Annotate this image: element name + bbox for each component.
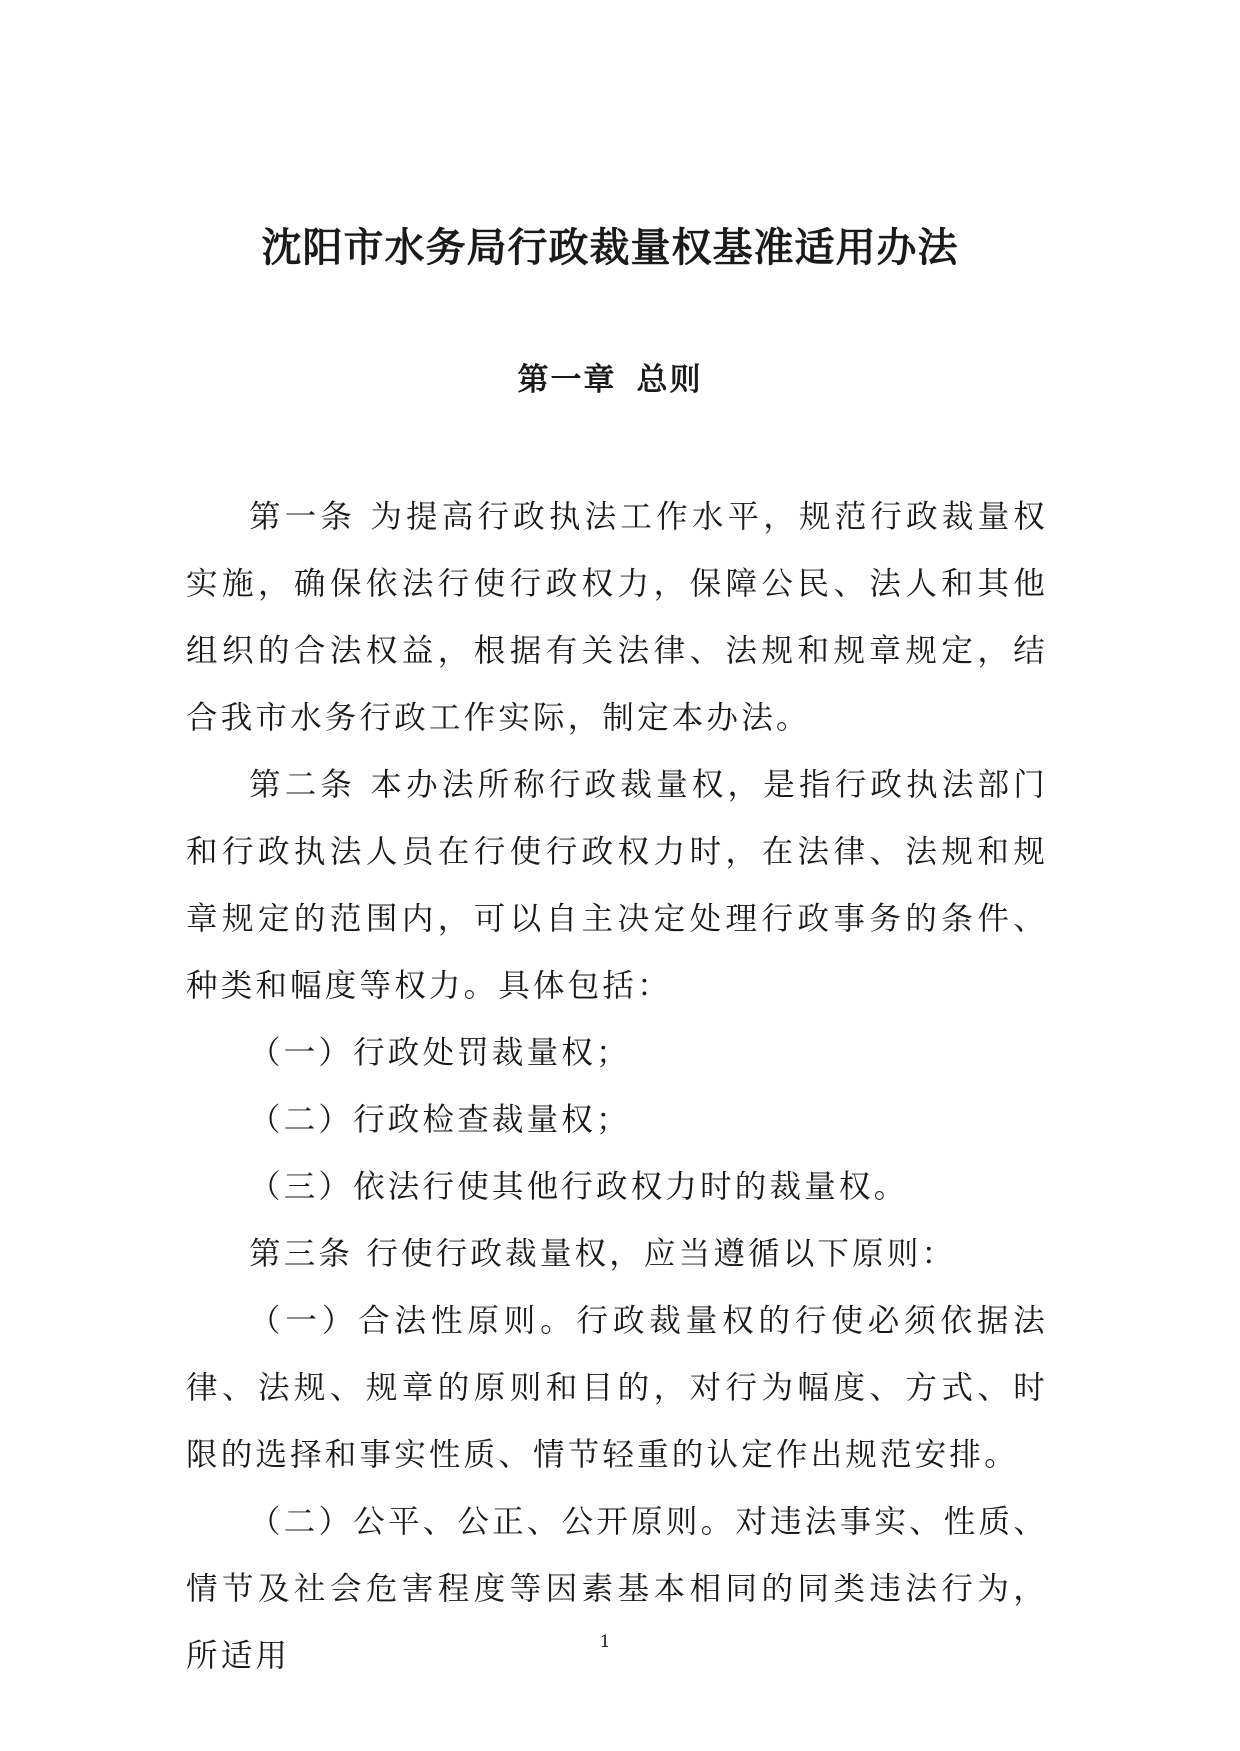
- paragraph-article-1: 第一条 为提高行政执法工作水平，规范行政裁量权实施，确保依法行使行政权力，保障公民、法人和其他组织的合法权益，根据有关法律、法规和规章规定，结合我市水务行政工作实际，制定本办法。: [186, 499, 1048, 736]
- page-number: 1: [599, 1632, 611, 1652]
- paragraph-principle-1: （一）合法性原则。行政裁量权的行使必须依据法律、法规、规章的原则和目的，对行为幅度、方式、时限的选择和事实性质、情节轻重的认定作出规范安排。: [186, 1303, 1048, 1473]
- document-body: [186, 484, 1048, 1690]
- chapter-name: 总则: [636, 362, 703, 398]
- paragraph-item-2: （二）行政检查裁量权；: [249, 1102, 631, 1138]
- document-title: 沈阳市水务局行政裁量权基准适用办法: [261, 224, 959, 271]
- paragraph-article-2: 第二条 本办法所称行政裁量权，是指行政执法部门和行政执法人员在行使行政权力时，在法律、法规和规章规定的范围内，可以自主决定处理行政事务的条件、种类和幅度等权力。具体包括：: [186, 767, 1048, 1004]
- chapter-heading: [0, 358, 1220, 402]
- paragraph-item-1: （一）行政处罚裁量权；: [249, 1035, 631, 1071]
- chapter-number: 第一章: [517, 362, 617, 398]
- paragraph-item-3: （三）依法行使其他行政权力时的裁量权。: [249, 1169, 909, 1205]
- paragraph-article-3: 第三条 行使行政裁量权，应当遵循以下原则：: [249, 1236, 957, 1272]
- paragraph-principle-2: （二）公平、公正、公开原则。对违法事实、性质、情节及社会危害程度等因素基本相同的同类违法行为，所适用: [186, 1504, 1048, 1674]
